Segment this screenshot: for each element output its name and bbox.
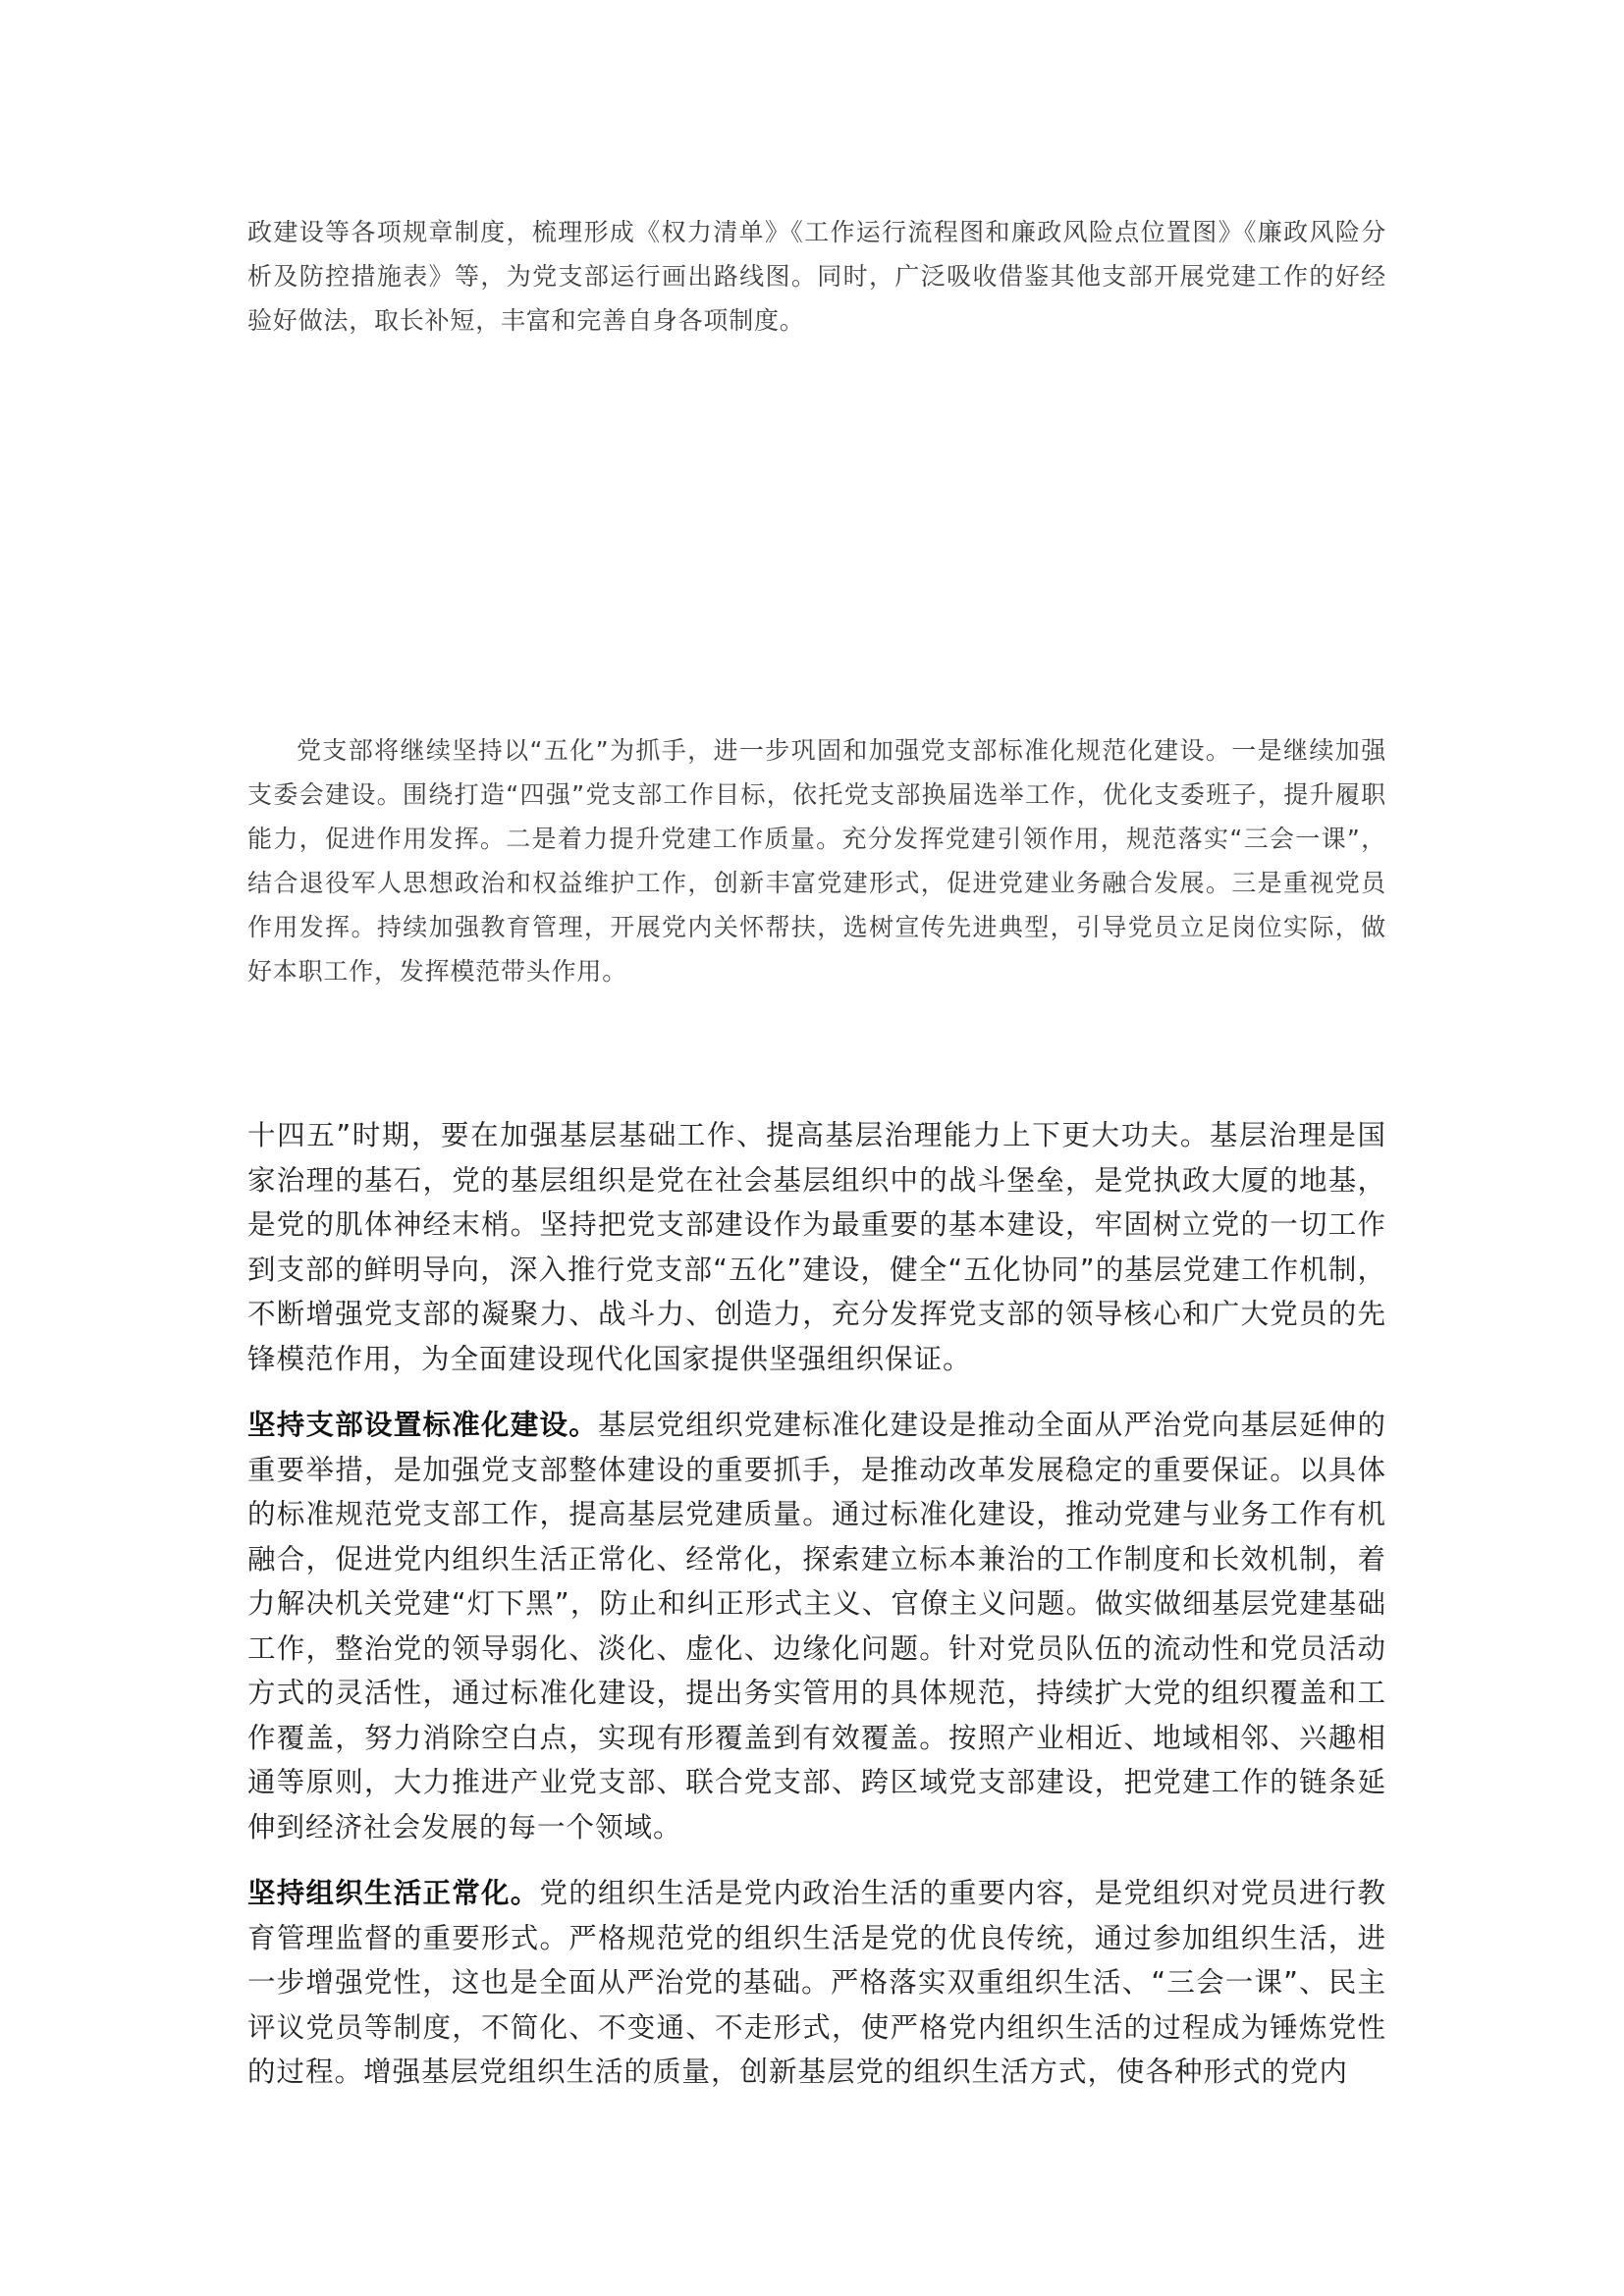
section-branch-construction <box>247 1113 1386 2116</box>
paragraph-body: 党的组织生活是党内政治生活的重要内容，是党组织对党员进行教育管理监督的重要形式。严格规范党的组织生活是党的优良传统，通过参加组织生活，进一步增强党性，这也是全面从严治党的基础。严格落实双重组织生活、“三会一课”、民主评议党员等制度，不简化、不变通、不走形式，使严格党内组织生活的过程成为锤炼党性的过程。增强基层党组织生活的质量，创新基层党的组织生活方式，使各种形式的党内 <box>247 1877 1386 2088</box>
section-rules-and-regulations <box>247 210 1386 343</box>
paragraph-body: 十四五”时期，要在加强基层基础工作、提高基层治理能力上下更大功夫。基层治理是国家治理的基石，党的基层组织是党在社会基层组织中的战斗堡垒，是党执政大厦的地基，是党的肌体神经末梢。坚持把党支部建设作为最重要的基本建设，牢固树立党的一切工作到支部的鲜明导向，深入推行党支部“五化”建设，健全“五化协同”的基层党建工作机制，不断增强党支部的凝聚力、战斗力、创造力，充分发挥党支部的领导核心和广大党员的先锋模范作用，为全面建设现代化国家提供坚强组织保证。 <box>247 1119 1386 1375</box>
paragraph-standardization <box>247 1403 1386 1849</box>
paragraph: 政建设等各项规章制度，梳理形成《权力清单》《工作运行流程图和廉政风险点位置图》《廉政风险分析及防控措施表》等，为党支部运行画出路线图。同时，广泛吸收借鉴其他支部开展党建工作的好经验好做法，取长补短，丰富和完善自身各项制度。 <box>247 218 1386 335</box>
paragraph-lead-heading: 坚持组织生活正常化。 <box>247 1877 540 1909</box>
paragraph-organizational-life <box>247 1871 1386 2095</box>
paragraph: 党支部将继续坚持以“五化”为抓手，进一步巩固和加强党支部标准化规范化建设。一是继续加强支委会建设。围绕打造“四强”党支部工作目标，依托党支部换届选举工作，优化支委班子，提升履职能力，促进作用发挥。二是着力提升党建工作质量。充分发挥党建引领作用，规范落实“三会一课”，结合退役军人思想政治和权益维护工作，创新丰富党建形式，促进党建业务融合发展。三是重视党员作用发挥。持续加强教育管理，开展党内关怀帮扶，选树宣传先进典型，引导党员立足岗位实际，做好本职工作，发挥模范带头作用。 <box>247 736 1386 986</box>
paragraph-lead-heading: 坚持支部设置标准化建设。 <box>247 1409 598 1441</box>
section-future-plan <box>247 728 1386 993</box>
paragraph-body: 基层党组织党建标准化建设是推动全面从严治党向基层延伸的重要举措，是加强党支部整体建设的重要抓手，是推动改革发展稳定的重要保证。以具体的标准规范党支部工作，提高基层党建质量。通过标准化建设，推动党建与业务工作有机融合，促进党内组织生活正常化、经常化，探索建立标本兼治的工作制度和长效机制，着力解决机关党建“灯下黑”，防止和纠正形式主义、官僚主义问题。做实做细基层党建基础工作，整治党的领导弱化、淡化、虚化、边缘化问题。针对党员队伍的流动性和党员活动方式的灵活性，通过标准化建设，提出务实管用的具体规范，持续扩大党的组织覆盖和工作覆盖，努力消除空白点，实现有形覆盖到有效覆盖。按照产业相近、地域相邻、兴趣相通等原则，大力推进产业党支部、联合党支部、跨区域党支部建设，把党建工作的链条延伸到经济社会发展的每一个领域。 <box>247 1409 1386 1843</box>
paragraph-intro <box>247 1113 1386 1381</box>
